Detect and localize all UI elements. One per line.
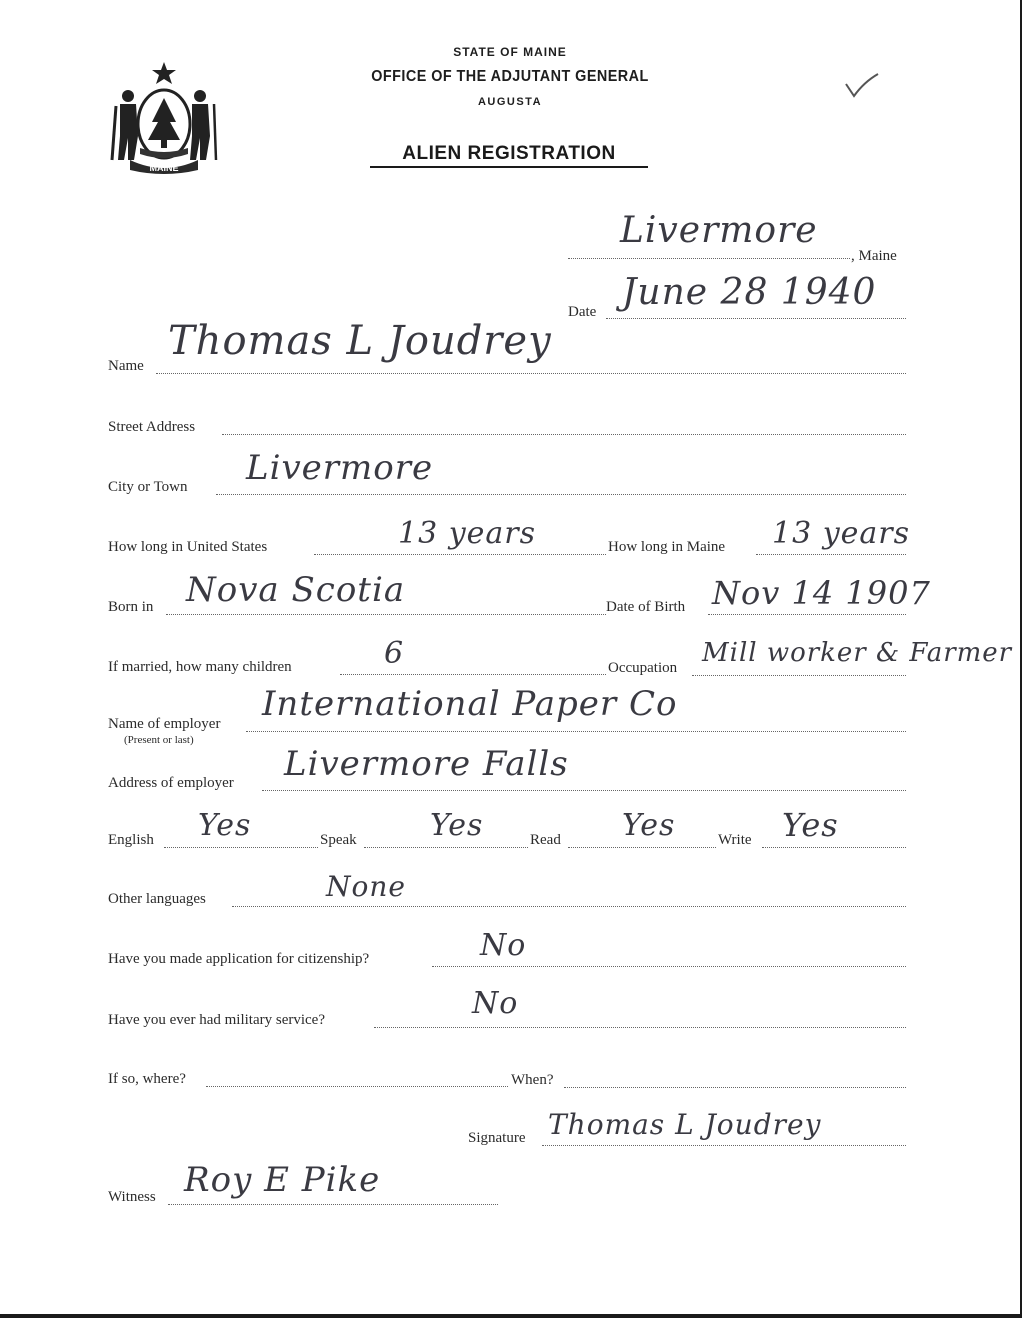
street-address-label: Street Address (108, 419, 196, 435)
write-value: Yes (782, 806, 839, 844)
born-in-label: Born in (108, 599, 154, 615)
occupation-value: Mill worker & Farmer (702, 638, 1013, 668)
date-dots (606, 318, 906, 319)
military-value: No (472, 986, 519, 1021)
military-label: Have you ever had military service? (108, 1012, 325, 1028)
military-dots (374, 1027, 906, 1028)
name-label: Name (108, 358, 144, 374)
how-long-maine-value: 13 years (772, 516, 911, 551)
write-label: Write (718, 832, 752, 848)
if-so-where-label: If so, where? (108, 1071, 186, 1087)
maine-label: , Maine (851, 248, 897, 264)
how-long-maine-dots (756, 554, 906, 555)
street-address-dots (222, 434, 906, 435)
witness-label: Witness (108, 1189, 156, 1205)
seal-banner-text: MAINE (149, 163, 179, 173)
english-dots (164, 847, 318, 848)
citizenship-value: No (480, 928, 527, 963)
speak-dots (364, 847, 528, 848)
employer-name-label: Name of employer (108, 716, 221, 732)
speak-value: Yes (430, 808, 484, 843)
occupation-label: Occupation (608, 660, 678, 676)
children-dots (340, 674, 606, 675)
city-dots (216, 494, 906, 495)
city-value: Livermore (246, 448, 434, 488)
header-city: AUGUSTA (477, 96, 543, 108)
date-of-birth-value: Nov 14 1907 (712, 574, 931, 612)
town-dots (568, 258, 850, 259)
occupation-dots (692, 675, 906, 676)
checkmark-icon (842, 72, 882, 100)
date-value: June 28 1940 (622, 272, 877, 313)
employer-address-dots (262, 790, 906, 791)
witness-dots (168, 1204, 498, 1205)
how-long-us-dots (314, 554, 606, 555)
born-in-dots (166, 614, 606, 615)
name-dots (156, 373, 906, 374)
when-label: When? (511, 1072, 554, 1088)
employer-address-label: Address of employer (108, 775, 234, 791)
signature-label: Signature (468, 1130, 526, 1146)
form-title: ALIEN REGISTRATION (370, 143, 648, 168)
maine-state-seal (108, 56, 220, 176)
children-value: 6 (384, 636, 405, 671)
other-languages-label: Other languages (108, 891, 206, 907)
citizenship-label: Have you made application for citizenship? (108, 951, 370, 967)
how-long-us-label: How long in United States (108, 539, 268, 555)
city-label: City or Town (108, 479, 188, 495)
signature-dots (542, 1145, 906, 1146)
date-of-birth-dots (708, 614, 906, 615)
born-in-value: Nova Scotia (186, 570, 406, 610)
employer-name-dots (246, 731, 906, 732)
where-dots (206, 1086, 508, 1087)
header-state: STATE OF MAINE (453, 45, 567, 59)
english-label: English (108, 832, 154, 848)
employer-name-value: International Paper Co (262, 684, 678, 724)
read-dots (568, 847, 716, 848)
employer-address-value: Livermore Falls (284, 744, 569, 784)
citizenship-dots (432, 966, 906, 967)
how-long-maine-label: How long in Maine (608, 539, 726, 555)
town-value: Livermore (620, 210, 818, 251)
header-office: OFFICE OF THE ADJUTANT GENERAL (371, 68, 649, 85)
write-dots (762, 847, 906, 848)
children-label: If married, how many children (108, 659, 292, 675)
when-dots (564, 1087, 906, 1088)
name-value: Thomas L Joudrey (168, 318, 552, 364)
how-long-us-value: 13 years (398, 516, 537, 551)
other-languages-value: None (326, 870, 406, 903)
date-of-birth-label: Date of Birth (606, 599, 686, 615)
date-label: Date (568, 304, 597, 320)
witness-value: Roy E Pike (184, 1160, 381, 1200)
signature-value: Thomas L Joudrey (548, 1108, 822, 1141)
read-label: Read (530, 832, 561, 848)
read-value: Yes (622, 808, 676, 843)
employer-note: (Present or last) (124, 734, 194, 746)
english-value: Yes (198, 808, 252, 843)
speak-label: Speak (320, 832, 357, 848)
other-languages-dots (232, 906, 906, 907)
